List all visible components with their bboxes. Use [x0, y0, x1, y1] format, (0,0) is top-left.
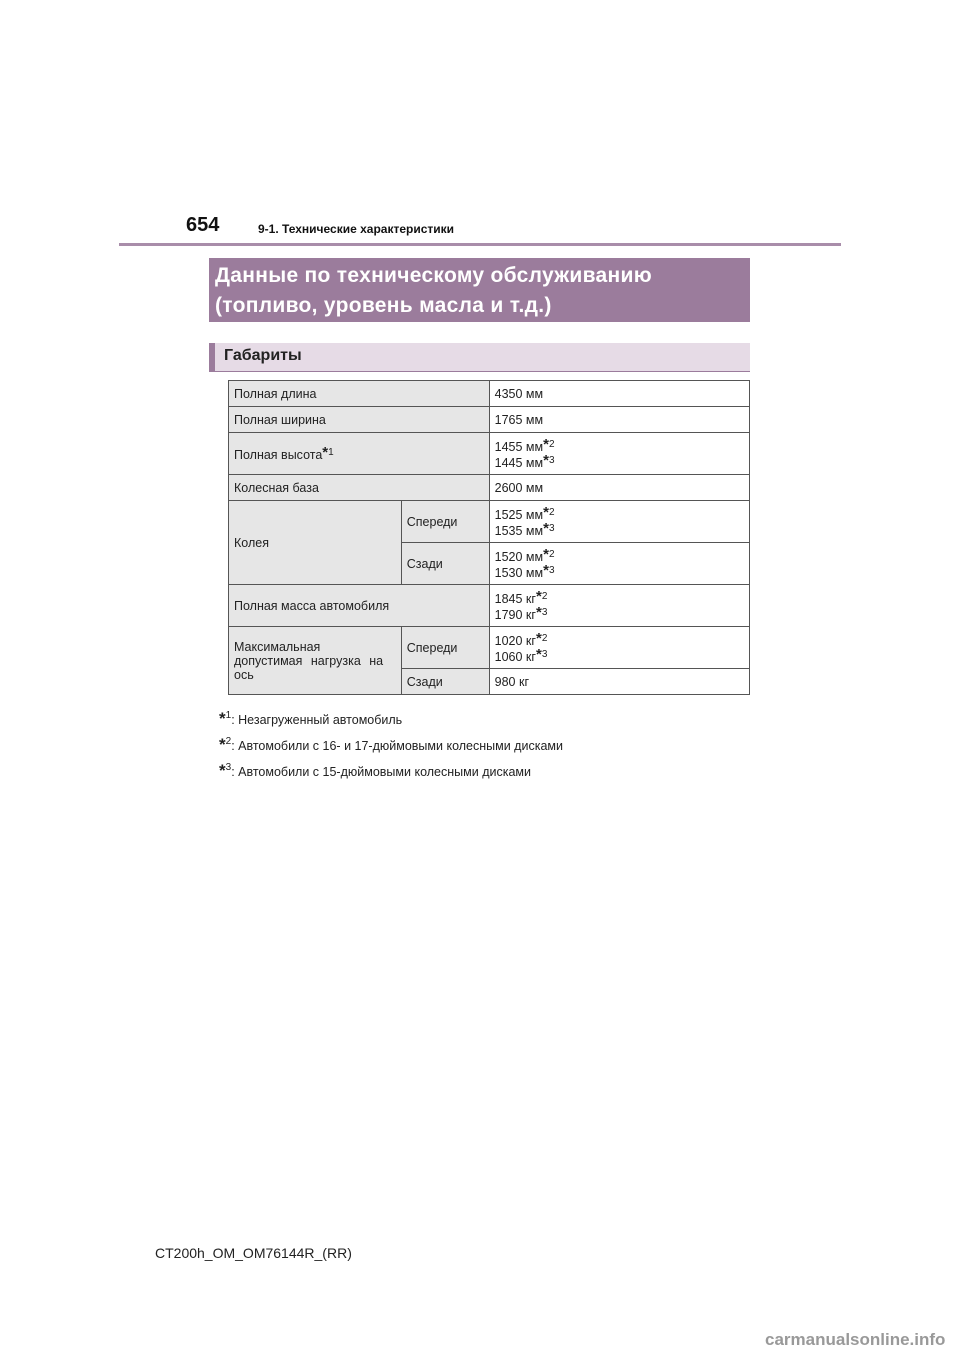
footnote-asterisk: * [543, 545, 549, 563]
axle-load-label-line-3: ось [234, 667, 254, 682]
footnote-asterisk: * [322, 443, 329, 461]
axle-load-label-cell [229, 627, 402, 695]
page-title [209, 258, 750, 322]
subsection-heading: Габариты [209, 343, 750, 372]
overall-width-value: 1765 мм [489, 407, 749, 433]
footnote-text: : Автомобили с 16- и 17-дюймовыми колесными дисками [231, 739, 563, 753]
footnotes [219, 705, 563, 783]
footnote-asterisk: * [535, 603, 542, 621]
overall-height-label: Полная высота [234, 447, 323, 462]
gross-weight-value-2: 1790 кг [494, 607, 536, 622]
tread-rear-value-2: 1530 мм [494, 565, 544, 580]
footnote-asterisk: * [535, 629, 542, 647]
footnote-number: 1 [225, 710, 232, 721]
footnote-asterisk: * [535, 587, 542, 605]
table-row [229, 381, 750, 407]
table-row [229, 407, 750, 433]
table-row [229, 585, 750, 627]
footnote-1 [219, 705, 563, 731]
footnote-asterisk: * [543, 561, 549, 579]
overall-width-label: Полная ширина [229, 407, 490, 433]
tread-label: Колея [229, 501, 402, 585]
axle-front-value-cell [489, 627, 749, 669]
page-title-line-1: Данные по техническому обслуживанию [215, 264, 652, 287]
footnote-asterisk: * [535, 645, 542, 663]
axle-load-label-line-1: Максимальная [234, 639, 321, 654]
footnote-number: 2 [225, 736, 232, 747]
overall-height-value-1: 1455 мм [494, 439, 544, 454]
tread-rear-label: Сзади [401, 543, 489, 585]
page-title-line-2: (топливо, уровень масла и т.д.) [215, 294, 552, 317]
axle-load-label-line-2: допустимая нагрузка на [234, 653, 384, 668]
axle-rear-label: Сзади [401, 669, 489, 695]
footnote-ref: 2 [548, 548, 555, 560]
section-label: 9-1. Технические характеристики [258, 222, 455, 236]
axle-front-value-1: 1020 кг [494, 633, 536, 648]
wheelbase-value: 2600 мм [489, 475, 749, 501]
tread-front-value-cell [489, 501, 749, 543]
footnote-asterisk: * [219, 709, 226, 728]
overall-height-value-2: 1445 мм [494, 455, 544, 470]
gross-weight-label: Полная масса автомобиля [229, 585, 490, 627]
axle-rear-value: 980 кг [489, 669, 749, 695]
tread-rear-value-1: 1520 мм [494, 549, 544, 564]
footnote-ref: 1 [328, 446, 334, 458]
watermark: carmanualsonline.info [765, 1330, 946, 1349]
footnote-asterisk: * [543, 451, 549, 469]
table-row [229, 501, 750, 543]
footnote-ref: 3 [548, 454, 555, 466]
footnote-text: : Автомобили с 15-дюймовыми колесными дисками [231, 765, 531, 779]
overall-length-label: Полная длина [229, 381, 490, 407]
footnote-asterisk: * [543, 435, 549, 453]
footnote-ref: 2 [548, 506, 555, 518]
tread-rear-value-cell [489, 543, 749, 585]
document-code: CT200h_OM_OM76144R_(RR) [155, 1245, 352, 1261]
footnote-ref: 2 [541, 632, 548, 644]
footnote-asterisk: * [543, 503, 549, 521]
footnote-ref: 2 [548, 438, 555, 450]
footnote-asterisk: * [219, 735, 226, 754]
dimensions-table [228, 380, 750, 695]
wheelbase-label: Колесная база [229, 475, 490, 501]
table-row [229, 433, 750, 475]
axle-front-value-2: 1060 кг [494, 649, 536, 664]
overall-length-value: 4350 мм [489, 381, 749, 407]
footnote-number: 3 [225, 762, 232, 773]
footnote-ref: 3 [548, 564, 555, 576]
footnote-3 [219, 757, 563, 783]
table-row [229, 475, 750, 501]
footnote-ref: 3 [541, 648, 548, 660]
footnote-ref: 3 [541, 606, 548, 618]
footnote-text: : Незагруженный автомобиль [231, 713, 403, 727]
footnote-ref: 2 [541, 590, 548, 602]
tread-front-label: Спереди [401, 501, 489, 543]
table-row [229, 627, 750, 669]
footnote-ref: 3 [548, 522, 555, 534]
overall-height-value-cell [489, 433, 749, 475]
tread-front-value-1: 1525 мм [494, 507, 544, 522]
overall-height-label-cell [229, 433, 490, 475]
page-number: 654 [186, 214, 220, 236]
tread-front-value-2: 1535 мм [494, 523, 544, 538]
footnote-asterisk: * [219, 761, 226, 780]
footnote-asterisk: * [543, 519, 549, 537]
header-divider [119, 243, 841, 246]
footnote-2 [219, 731, 563, 757]
gross-weight-value-cell [489, 585, 749, 627]
gross-weight-value-1: 1845 кг [494, 591, 536, 606]
axle-front-label: Спереди [401, 627, 489, 669]
